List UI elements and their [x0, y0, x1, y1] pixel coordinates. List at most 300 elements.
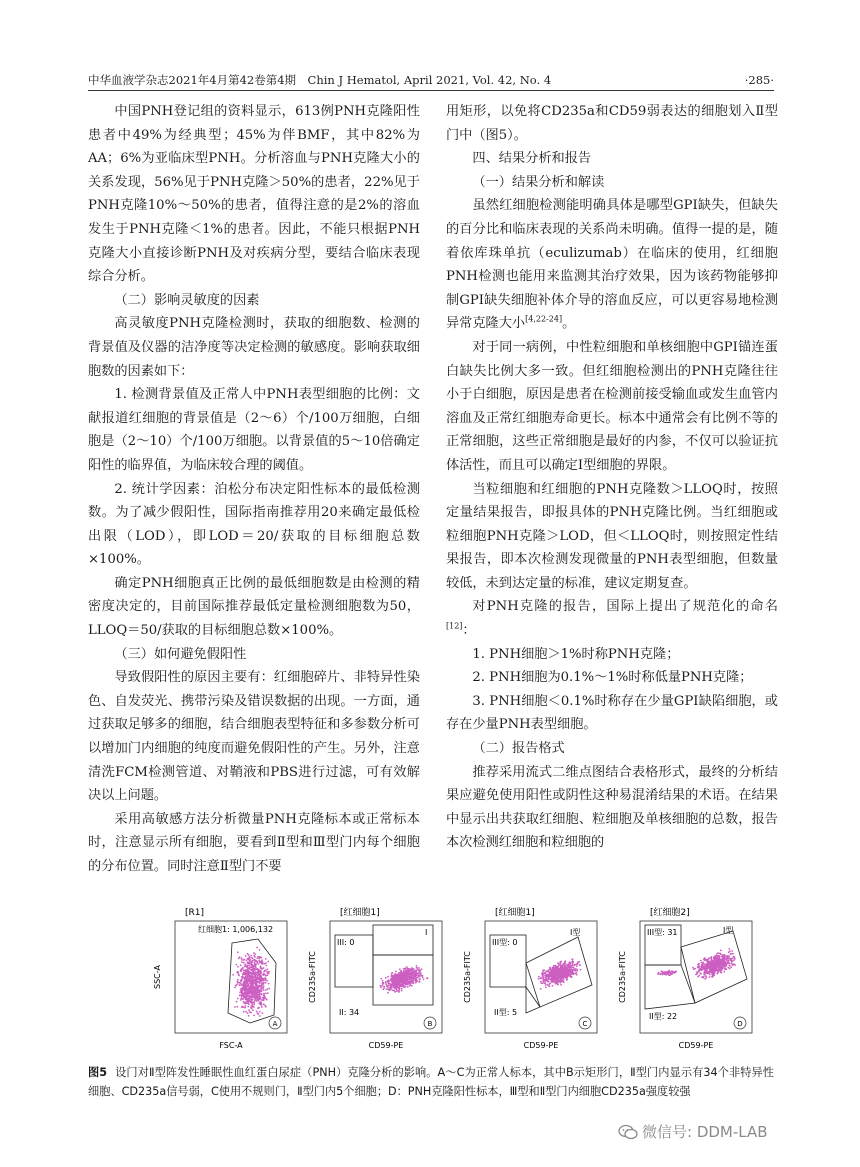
event-dot	[262, 987, 264, 989]
event-dot	[256, 986, 258, 988]
event-dot	[576, 974, 578, 976]
event-dot	[251, 957, 253, 959]
event-dot	[244, 1007, 246, 1009]
event-dot	[406, 983, 408, 985]
event-dot	[576, 970, 578, 972]
event-dot	[240, 964, 242, 966]
event-dot	[250, 1008, 252, 1010]
event-dot	[398, 983, 400, 985]
event-dot	[244, 973, 246, 975]
event-dot	[574, 970, 576, 972]
event-dot	[560, 976, 562, 978]
panel-letter: A	[272, 1020, 278, 1028]
event-dot	[409, 977, 411, 979]
event-dot	[731, 961, 733, 963]
event-dot	[263, 967, 265, 969]
event-dot	[709, 976, 711, 978]
event-dot	[389, 983, 391, 985]
event-dot	[265, 958, 267, 960]
event-dot	[700, 960, 702, 962]
event-dot	[724, 954, 726, 956]
event-dot	[568, 971, 570, 973]
event-dot	[261, 962, 263, 964]
event-dot	[734, 964, 736, 966]
dot-cloud	[538, 958, 582, 990]
event-dot	[542, 969, 544, 971]
citation-ref: [4,22-24]	[525, 314, 563, 324]
event-dot	[718, 955, 720, 957]
event-dot	[250, 963, 252, 965]
event-dot	[257, 956, 259, 958]
event-dot	[388, 979, 390, 981]
event-dot	[240, 983, 242, 985]
event-dot	[419, 969, 421, 971]
event-dot	[406, 973, 408, 975]
event-dot	[580, 969, 582, 971]
event-dot	[727, 962, 729, 964]
event-dot	[718, 952, 720, 954]
event-dot	[259, 993, 261, 995]
paragraph: 当粒细胞和红细胞的PNH克隆数＞LLOQ时，按照定量结果报告，即报具体的PNH克隆比例。当红细胞或粒细胞PNH克隆＞LOD，但＜LLOQ时，则按照定性结果报告，即本次检测发现微量的PNH表型细胞，但数量较低，未到达定量的标准，建议定期复查。	[446, 481, 778, 591]
event-dot	[553, 979, 555, 981]
event-dot	[705, 975, 707, 977]
event-dot	[724, 956, 726, 958]
event-dot	[240, 970, 242, 972]
event-dot	[720, 966, 722, 968]
event-dot	[408, 982, 410, 984]
event-dot	[719, 952, 721, 954]
gate-label: I型	[723, 926, 734, 935]
event-dot	[265, 975, 267, 977]
event-dot	[242, 998, 244, 1000]
figure-number: 图5	[88, 1066, 108, 1079]
event-dot	[266, 965, 268, 967]
event-dot	[239, 991, 241, 993]
event-dot	[238, 975, 240, 977]
event-dot	[409, 974, 411, 976]
event-dot	[411, 975, 413, 977]
event-dot	[245, 964, 247, 966]
citation-ref: [12]	[446, 621, 463, 631]
event-dot	[670, 973, 672, 975]
event-dot	[390, 988, 392, 990]
event-dot	[701, 962, 703, 964]
event-dot	[572, 959, 574, 961]
event-dot	[562, 964, 564, 966]
event-dot	[705, 969, 707, 971]
event-dot	[713, 974, 715, 976]
event-dot	[235, 964, 237, 966]
event-dot	[556, 979, 558, 981]
event-dot	[710, 966, 712, 968]
event-dot	[566, 968, 568, 970]
event-dot	[246, 975, 248, 977]
event-dot	[730, 966, 732, 968]
event-dot	[394, 991, 396, 993]
event-dot	[710, 957, 712, 959]
gate-label: II: 34	[339, 1008, 360, 1017]
event-dot	[697, 966, 699, 968]
event-dot	[423, 978, 425, 980]
dot-cloud	[379, 965, 428, 994]
event-dot	[544, 982, 546, 984]
event-dot	[403, 979, 405, 981]
event-dot	[545, 987, 547, 989]
event-dot	[239, 994, 241, 996]
event-dot	[260, 967, 262, 969]
paragraph: 推荐采用流式二维点图结合表格形式，最终的分析结果应避免使用阳性或阴性这种易混淆结果的术语。在结果中显示出共获取红细胞、粒细胞及单核细胞的总数，报告本次检测红细胞和粒细胞的	[446, 764, 778, 851]
event-dot	[254, 983, 256, 985]
event-dot	[252, 981, 254, 983]
event-dot	[731, 964, 733, 966]
figure-caption	[88, 1063, 774, 1101]
event-dot	[243, 970, 245, 972]
event-dot	[380, 978, 382, 980]
event-dot	[544, 975, 546, 977]
event-dot	[391, 973, 393, 975]
event-dot	[704, 974, 706, 976]
gate-label: II型: 22	[649, 1012, 678, 1021]
panel-d	[618, 906, 752, 1050]
event-dot	[397, 990, 399, 992]
event-dot	[555, 982, 557, 984]
panel-letter: B	[427, 1020, 433, 1028]
event-dot	[250, 969, 252, 971]
event-dot	[417, 973, 419, 975]
event-dot	[237, 998, 239, 1000]
event-dot	[554, 977, 556, 979]
event-dot	[239, 984, 241, 986]
event-dot	[268, 983, 270, 985]
event-dot	[562, 976, 564, 978]
event-dot	[256, 974, 258, 976]
event-dot	[382, 989, 384, 991]
event-dot	[259, 975, 261, 977]
event-dot	[263, 995, 265, 997]
wechat-icon	[618, 1124, 638, 1140]
event-dot	[253, 968, 255, 970]
event-dot	[250, 955, 252, 957]
event-dot	[548, 986, 550, 988]
event-dot	[266, 969, 268, 971]
dot-cloud	[232, 947, 270, 1017]
event-dot	[715, 957, 717, 959]
event-dot	[700, 968, 702, 970]
event-dot	[241, 987, 243, 989]
event-dot	[730, 958, 732, 960]
event-dot	[552, 985, 554, 987]
event-dot	[712, 960, 714, 962]
gate-label: III型: 31	[647, 928, 678, 937]
event-dot	[415, 978, 417, 980]
paragraph: 高灵敏度PNH克隆检测时，获取的细胞数、检测的背景值及仪器的洁净度等决定检测的敏感度。影响获取细胞数的因素如下：	[88, 316, 420, 379]
event-dot	[251, 985, 253, 987]
paragraph: 1. 检测背景值及正常人中PNH表型细胞的比例：文献报道红细胞的背景值是（2～6）个/100万细胞，白细胞是（2～10）个/100万细胞。以背景值的5～10倍确定阳性的临界值，为临床较合理的阈值。	[88, 387, 420, 473]
event-dot	[259, 1015, 261, 1017]
event-dot	[248, 995, 250, 997]
event-dot	[400, 970, 402, 972]
event-dot	[249, 986, 251, 988]
event-dot	[571, 969, 573, 971]
event-dot	[415, 981, 417, 983]
event-dot	[260, 957, 262, 959]
event-dot	[255, 998, 257, 1000]
event-dot	[243, 959, 245, 961]
event-dot	[674, 972, 676, 974]
event-dot	[576, 965, 578, 967]
event-dot	[247, 969, 249, 971]
event-dot	[247, 973, 249, 975]
event-dot	[575, 968, 577, 970]
event-dot	[411, 980, 413, 982]
event-dot	[246, 966, 248, 968]
event-dot	[699, 965, 701, 967]
event-dot	[405, 986, 407, 988]
event-dot	[242, 968, 244, 970]
event-dot	[253, 967, 255, 969]
event-dot	[728, 948, 730, 950]
event-dot	[241, 1006, 243, 1008]
event-dot	[538, 978, 540, 980]
event-dot	[543, 978, 545, 980]
paragraph: 确定PNH细胞真正比例的最低细胞数是由检测的精密度决定的，目前国际推荐最低定量检测细胞数为50，LLOQ＝50/获取的目标细胞总数×100%。	[88, 575, 420, 639]
event-dot	[668, 974, 670, 976]
event-dot	[407, 979, 409, 981]
caption-text: 设门对Ⅱ型阵发性睡眠性血红蛋白尿症（PNH）克隆分析的影响。A～C为正常人标本，其中B示矩形门，Ⅱ型门内显示有34个非特异性细胞、CD235a信号弱，C使用不规则门，Ⅱ型门内5个细胞；D：PNH克隆阳性标本，Ⅲ型和Ⅱ型门内细胞CD235a强度较强	[88, 1066, 774, 1098]
section-heading: （三）如何避免假阳性	[114, 646, 247, 662]
event-dot	[243, 989, 245, 991]
event-dot	[262, 999, 264, 1001]
event-dot	[541, 982, 543, 984]
event-dot	[728, 957, 730, 959]
event-dot	[242, 977, 244, 979]
event-dot	[727, 967, 729, 969]
event-dot	[248, 1015, 250, 1017]
event-dot	[723, 971, 725, 973]
event-dot	[260, 988, 262, 990]
event-dot	[245, 988, 247, 990]
event-dot	[252, 987, 254, 989]
event-dot	[254, 987, 256, 989]
event-dot	[252, 977, 254, 979]
event-dot	[560, 981, 562, 983]
event-dot	[547, 975, 549, 977]
event-dot	[714, 956, 716, 958]
event-dot	[402, 983, 404, 985]
event-dot	[694, 968, 696, 970]
section-heading: （二）报告格式	[472, 741, 565, 757]
event-dot	[234, 1006, 236, 1008]
event-dot	[246, 960, 248, 962]
event-dot	[391, 983, 393, 985]
event-dot	[550, 979, 552, 981]
list-item: 1. PNH细胞＞1%时称PNH克隆；	[472, 646, 680, 662]
event-dot	[263, 982, 265, 984]
panel-title: [红细胞1]	[495, 908, 535, 918]
event-dot	[708, 958, 710, 960]
event-dot	[698, 963, 700, 965]
y-axis-label: CD235a-FITC	[463, 951, 472, 1003]
x-axis-label: CD59-PE	[523, 1041, 559, 1050]
event-dot	[732, 953, 734, 955]
event-dot	[247, 958, 249, 960]
event-dot	[263, 978, 265, 980]
event-dot	[564, 963, 566, 965]
event-dot	[419, 974, 421, 976]
event-dot	[268, 988, 270, 990]
event-dot	[710, 969, 712, 971]
event-dot	[564, 966, 566, 968]
event-dot	[260, 966, 262, 968]
event-dot	[557, 984, 559, 986]
event-dot	[260, 1003, 262, 1005]
event-dot	[242, 974, 244, 976]
event-dot	[699, 969, 701, 971]
event-dot	[245, 995, 247, 997]
event-dot	[263, 973, 265, 975]
event-dot	[260, 989, 262, 991]
event-dot	[379, 985, 381, 987]
event-dot	[716, 955, 718, 957]
paragraph: 虽然红细胞检测能明确具体是哪型GPI缺失，但缺失的百分比和临床表现的关系尚未明确。值得一提的是，随着依库珠单抗（eculizumab）在临床的使用，红细胞PNH检测也能用来监测其治疗效果，因为该药物能够抑制GPI缺失细胞补体介导的溶血反应，可以更容易地检测异常克隆大小[4,22-24]。	[446, 198, 778, 332]
event-dot	[661, 970, 663, 972]
event-dot	[734, 958, 736, 960]
event-dot	[408, 972, 410, 974]
gate-label: III: 0	[337, 938, 355, 947]
event-dot	[560, 984, 562, 986]
event-dot	[260, 973, 262, 975]
event-dot	[702, 967, 704, 969]
event-dot	[705, 972, 707, 974]
event-dot	[261, 982, 263, 984]
event-dot	[260, 999, 262, 1001]
event-dot	[565, 977, 567, 979]
event-dot	[415, 973, 417, 975]
event-dot	[692, 967, 694, 969]
event-dot	[728, 955, 730, 957]
event-dot	[697, 976, 699, 978]
event-dot	[403, 968, 405, 970]
event-dot	[701, 965, 703, 967]
event-dot	[252, 1002, 254, 1004]
event-dot	[561, 972, 563, 974]
event-dot	[542, 971, 544, 973]
event-dot	[549, 976, 551, 978]
event-dot	[540, 988, 542, 990]
event-dot	[410, 971, 412, 973]
y-axis-label: CD235a-FITC	[308, 951, 317, 1003]
event-dot	[418, 980, 420, 982]
event-dot	[416, 965, 418, 967]
event-dot	[256, 968, 258, 970]
event-dot	[399, 988, 401, 990]
event-dot	[405, 971, 407, 973]
event-dot	[398, 991, 400, 993]
panel-letter: D	[737, 1020, 743, 1028]
event-dot	[267, 992, 269, 994]
event-dot	[411, 985, 413, 987]
event-dot	[387, 992, 389, 994]
event-dot	[265, 989, 267, 991]
event-dot	[547, 970, 549, 972]
event-dot	[722, 958, 724, 960]
event-dot	[577, 961, 579, 963]
event-dot	[566, 979, 568, 981]
event-dot	[711, 976, 713, 978]
event-dot	[252, 1009, 254, 1011]
event-dot	[572, 961, 574, 963]
event-dot	[395, 976, 397, 978]
event-dot	[263, 989, 265, 991]
event-dot	[714, 972, 716, 974]
paragraph: 导致假阳性的原因主要有：红细胞碎片、非特异性染色、自发荧光、携带污染及错误数据的出现。一方面，通过获取足够多的细胞，结合细胞表型特征和多参数分析可以增加门内细胞的纯度而避免假阳性的产生。另外，注意清洗FCM检测管道、对鞘液和PBS进行过滤，可有效解决以上问题。	[88, 670, 420, 804]
event-dot	[720, 972, 722, 974]
event-dot	[559, 968, 561, 970]
event-dot	[401, 988, 403, 990]
gate-type2	[373, 925, 433, 955]
event-dot	[243, 1011, 245, 1013]
event-dot	[393, 982, 395, 984]
event-dot	[721, 959, 723, 961]
event-dot	[264, 1005, 266, 1007]
event-dot	[403, 975, 405, 977]
event-dot	[391, 974, 393, 976]
event-dot	[255, 967, 257, 969]
event-dot	[412, 977, 414, 979]
event-dot	[728, 952, 730, 954]
panel-c	[463, 906, 597, 1050]
event-dot	[538, 976, 540, 978]
event-dot	[395, 983, 397, 985]
event-dot	[380, 987, 382, 989]
event-dot	[421, 975, 423, 977]
event-dot	[401, 990, 403, 992]
event-dot	[262, 1012, 264, 1014]
event-dot	[576, 972, 578, 974]
event-dot	[569, 972, 571, 974]
event-dot	[252, 997, 254, 999]
event-dot	[551, 976, 553, 978]
panel-title: [红细胞2]	[650, 908, 690, 918]
event-dot	[263, 985, 265, 987]
event-dot	[243, 984, 245, 986]
event-dot	[245, 992, 247, 994]
event-dot	[249, 1011, 251, 1013]
event-dot	[420, 973, 422, 975]
event-dot	[259, 1011, 261, 1013]
event-dot	[545, 984, 547, 986]
event-dot	[403, 970, 405, 972]
event-dot	[248, 984, 250, 986]
event-dot	[407, 986, 409, 988]
journal-citation: 中华血液学杂志2021年4月第42卷第4期 Chin J Hematol, April 2021, Vol. 42, No. 4	[88, 73, 552, 87]
event-dot	[666, 974, 668, 976]
event-dot	[729, 953, 731, 955]
paragraph: 用矩形，以免将CD235a和CD59弱表达的细胞划入Ⅱ型门中（图5）。	[446, 104, 778, 143]
event-dot	[265, 962, 267, 964]
event-dot	[255, 961, 257, 963]
event-dot	[556, 968, 558, 970]
event-dot	[418, 978, 420, 980]
event-dot	[247, 1012, 249, 1014]
event-dot	[657, 973, 659, 975]
event-dot	[421, 968, 423, 970]
event-dot	[393, 978, 395, 980]
paragraph: 2. 统计学因素：泊松分布决定阳性标本的最低检测数。为了减少假阳性，国际指南推荐用20来确定最低检出限（LOD），即LOD＝20/获取的目标细胞总数×100%。	[88, 481, 420, 568]
running-header	[88, 70, 774, 91]
event-dot	[247, 981, 249, 983]
event-dot	[391, 987, 393, 989]
